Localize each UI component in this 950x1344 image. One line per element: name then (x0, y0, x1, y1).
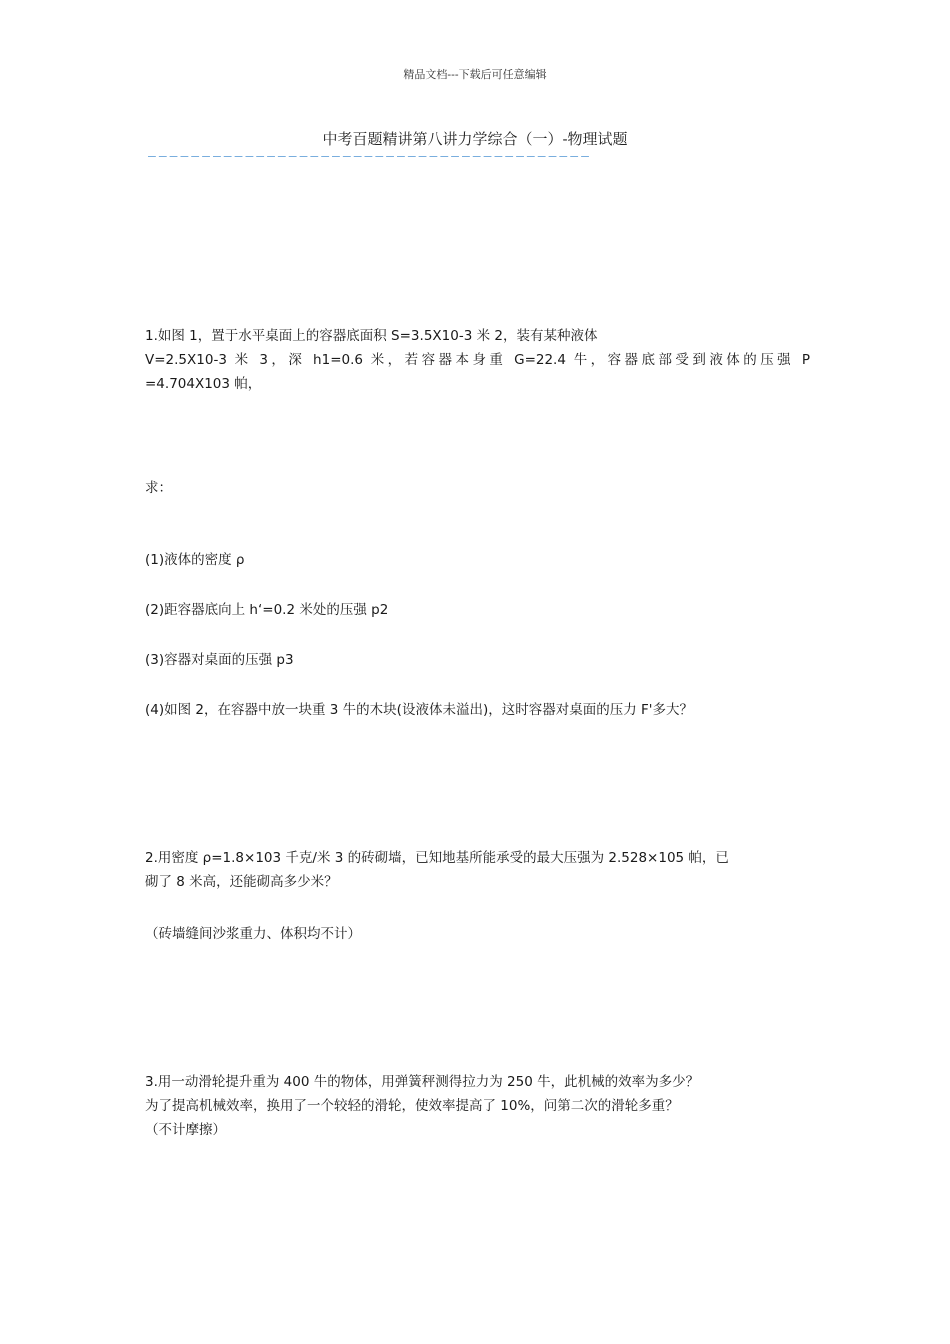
question-2 (145, 846, 810, 894)
question-1-sub-2: (2)距容器底向上 h‘=0.2 米处的压强 p2 (145, 602, 389, 618)
question-1 (145, 324, 810, 396)
document-title: 中考百题精讲第八讲力学综合（一）-物理试题 (322, 130, 628, 148)
question-3-line-1: 3.用一动滑轮提升重为 400 牛的物体，用弹簧秤测得拉力为 250 牛，此机械的效率为多少？ (145, 1074, 700, 1090)
title-underline: ————————————————————————————————————————— (148, 150, 592, 164)
question-2-line-2: 砌了 8 米高，还能砌高多少米？ (145, 874, 338, 890)
question-3-line-3: （不计摩擦） (145, 1122, 226, 1138)
question-1-ask: 求： (145, 480, 172, 496)
question-3-line-2: 为了提高机械效率，换用了一个较轻的滑轮，使效率提高了 10%，问第二次的滑轮多重？ (145, 1098, 679, 1114)
question-2-note: （砖墙缝间沙浆重力、体积均不计） (145, 926, 361, 942)
question-3 (145, 1070, 810, 1142)
question-1-line-1: 1.如图 1，置于水平桌面上的容器底面积 S=3.5X10-3 米 2，装有某种液体 (145, 328, 598, 344)
header-note: 精品文档---下载后可任意编辑 (403, 68, 547, 81)
question-2-line-1: 2.用密度 ρ=1.8×103 千克/米 3 的砖砌墙，已知地基所能承受的最大压强为 2.528×105 帕，已 (145, 850, 729, 866)
question-1-line-3: =4.704X103 帕， (145, 376, 262, 392)
question-1-sub-1: (1)液体的密度 ρ (145, 552, 245, 568)
question-1-line-2: V=2.5X10-3 米 3，深 h1=0.6 米，若容器本身重 G=22.4 牛，容器底部受到液体的压强 P (145, 352, 810, 368)
question-1-sub-3: (3)容器对桌面的压强 p3 (145, 652, 294, 668)
question-1-sub-4: (4)如图 2，在容器中放一块重 3 牛的木块(设液体未溢出)，这时容器对桌面的压力 F'多大？ (145, 702, 693, 718)
